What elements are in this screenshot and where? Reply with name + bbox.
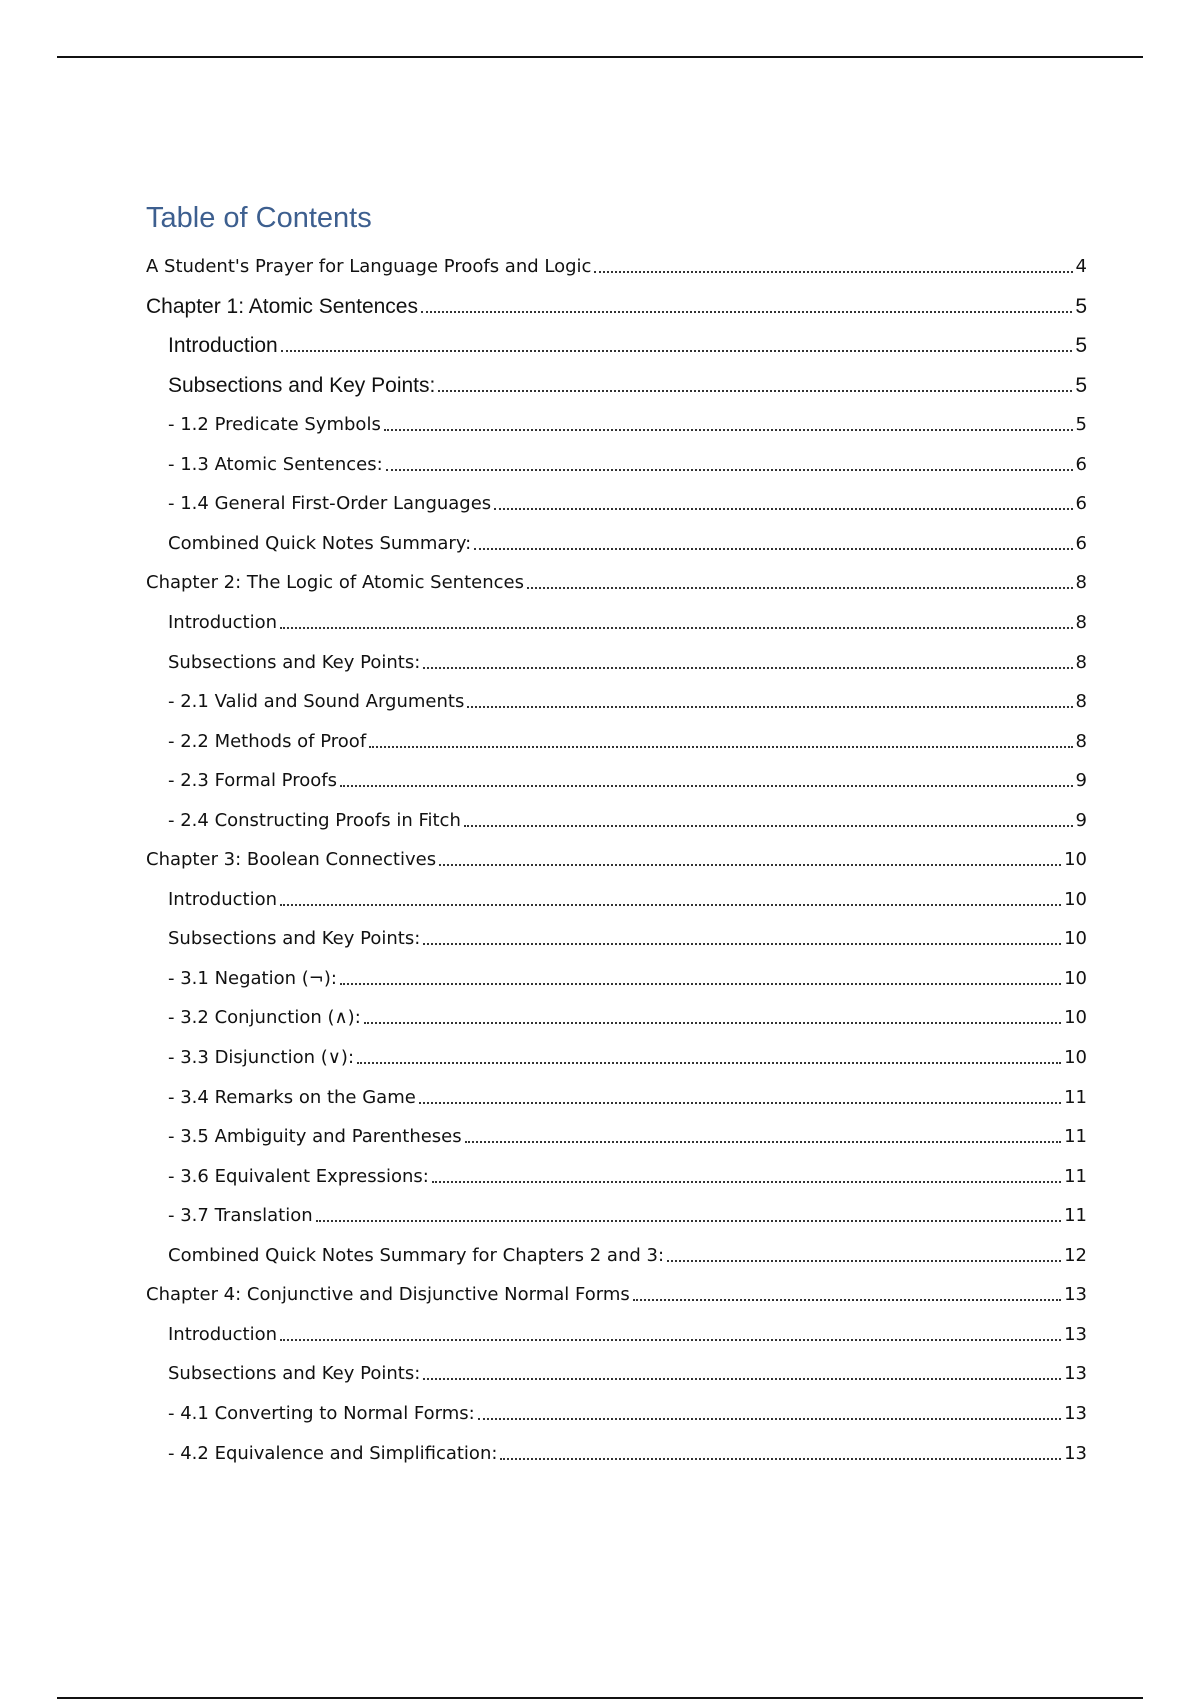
toc-entry[interactable] — [146, 1276, 1087, 1306]
toc-entry[interactable] — [146, 1079, 1087, 1109]
toc-entry-label: - 1.4 General First-Order Languages — [168, 493, 492, 515]
toc-page-number: 13 — [1064, 1442, 1087, 1464]
toc-entry-label: - 1.2 Predicate Symbols — [168, 414, 381, 436]
toc-page-number: 6 — [1075, 532, 1087, 554]
toc-entry-label: - 3.3 Disjunction (∨): — [168, 1047, 355, 1068]
toc-dot-leader — [467, 706, 1072, 708]
toc-entry[interactable] — [146, 1118, 1087, 1148]
toc-dot-leader — [419, 1102, 1061, 1104]
toc-entry-label: - 3.7 Translation — [168, 1205, 313, 1227]
toc-entry[interactable] — [146, 802, 1087, 832]
toc-page-number: 11 — [1064, 1086, 1087, 1108]
toc-dot-leader — [421, 311, 1072, 313]
toc-page-number: 11 — [1064, 1126, 1087, 1148]
toc-dot-leader — [281, 350, 1073, 352]
toc-dot-leader — [494, 508, 1072, 510]
toc-entry-label: - 3.5 Ambiguity and Parentheses — [168, 1126, 462, 1148]
toc-entry[interactable] — [146, 604, 1087, 634]
toc-page-number: 12 — [1064, 1244, 1087, 1266]
toc-page-number: 9 — [1075, 770, 1087, 792]
toc-dot-leader — [386, 469, 1073, 471]
toc-dot-leader — [594, 271, 1072, 273]
toc-page-number: 5 — [1075, 414, 1087, 436]
toc-entry[interactable] — [146, 485, 1087, 515]
toc-entry-label: - 2.2 Methods of Proof — [168, 730, 367, 752]
toc-entry-label: - 1.3 Atomic Sentences: — [168, 453, 383, 475]
toc-dot-leader — [527, 587, 1073, 589]
toc-entry[interactable] — [146, 367, 1087, 397]
toc-entry-label: - 4.2 Equivalence and Simplification: — [168, 1442, 498, 1464]
toc-entry[interactable] — [146, 564, 1087, 594]
toc-entry-label: - 2.1 Valid and Sound Arguments — [168, 691, 465, 713]
toc-entry[interactable] — [146, 248, 1087, 278]
toc-entry-label: - 3.1 Negation (¬): — [168, 967, 337, 989]
toc-page-number: 8 — [1075, 572, 1087, 594]
toc-entry[interactable] — [146, 327, 1087, 357]
toc-page-number: 10 — [1064, 928, 1087, 950]
toc-page-number: 10 — [1064, 1047, 1087, 1068]
toc-entry[interactable] — [146, 406, 1087, 436]
toc-entry[interactable] — [146, 1395, 1087, 1425]
toc-entry[interactable] — [146, 841, 1087, 871]
toc-dot-leader — [423, 1378, 1061, 1380]
toc-dot-leader — [633, 1299, 1061, 1301]
toc-page-number: 10 — [1064, 849, 1087, 871]
header-rule — [57, 56, 1143, 58]
toc-entry[interactable] — [146, 683, 1087, 713]
toc-page-number: 11 — [1064, 1165, 1087, 1187]
toc-entry[interactable] — [146, 1237, 1087, 1267]
toc-dot-leader — [464, 825, 1073, 827]
toc-entry-label: Chapter 1: Atomic Sentences — [146, 294, 418, 318]
toc-entry-label: Subsections and Key Points: — [168, 928, 421, 950]
toc-entry-label: Introduction — [168, 611, 278, 633]
toc-dot-leader — [280, 1339, 1061, 1341]
toc-page-number: 11 — [1064, 1205, 1087, 1227]
toc-dot-leader — [384, 429, 1073, 431]
toc-page-number: 6 — [1075, 453, 1087, 475]
toc-page-number: 5 — [1075, 294, 1087, 318]
toc-entry[interactable] — [146, 525, 1087, 555]
toc-page-number: 13 — [1064, 1402, 1087, 1424]
toc-entry-label: - 4.1 Converting to Normal Forms: — [168, 1402, 475, 1424]
toc-entry[interactable] — [146, 920, 1087, 950]
toc-page-number: 8 — [1075, 651, 1087, 673]
toc-entry[interactable] — [146, 1158, 1087, 1188]
toc-page-number: 13 — [1064, 1284, 1087, 1306]
toc-dot-leader — [465, 1141, 1061, 1143]
toc-dot-leader — [667, 1260, 1061, 1262]
toc-page-number: 5 — [1075, 334, 1087, 358]
toc-entry[interactable] — [146, 446, 1087, 476]
toc-page-number: 10 — [1064, 967, 1087, 989]
toc-entry-label: Chapter 3: Boolean Connectives — [146, 849, 437, 871]
toc-dot-leader — [340, 785, 1073, 787]
toc-dot-leader — [423, 943, 1061, 945]
toc-dot-leader — [364, 1022, 1061, 1024]
toc-entry-label: A Student's Prayer for Language Proofs and Logic — [146, 256, 592, 277]
toc-dot-leader — [369, 746, 1072, 748]
toc-entry-label: Introduction — [168, 888, 278, 910]
toc-entry-label: - 3.6 Equivalent Expressions: — [168, 1165, 429, 1187]
toc-dot-leader — [478, 1418, 1061, 1420]
toc-entry-label: Chapter 4: Conjunctive and Disjunctive Normal Forms — [146, 1284, 630, 1306]
toc-entry-label: Subsections and Key Points: — [168, 1363, 421, 1385]
toc-dot-leader — [474, 548, 1072, 550]
toc-entry-label: - 2.3 Formal Proofs — [168, 770, 337, 792]
toc-page-number: 13 — [1064, 1363, 1087, 1385]
toc-page-number: 8 — [1075, 691, 1087, 713]
toc-entry[interactable] — [146, 644, 1087, 674]
toc-entry-label: - 3.4 Remarks on the Game — [168, 1086, 416, 1108]
toc-entry[interactable] — [146, 1435, 1087, 1465]
toc-dot-leader — [280, 904, 1061, 906]
toc-page-number: 5 — [1075, 373, 1087, 397]
toc-entry-label: Chapter 2: The Logic of Atomic Sentences — [146, 572, 524, 594]
toc-entry[interactable] — [146, 1197, 1087, 1227]
toc-page-number: 10 — [1064, 888, 1087, 910]
toc-entry[interactable] — [146, 999, 1087, 1029]
toc-dot-leader — [280, 627, 1073, 629]
toc-title: Table of Contents — [146, 202, 372, 234]
toc-entry-label: Subsections and Key Points: — [168, 373, 436, 397]
toc-page-number: 8 — [1075, 730, 1087, 752]
toc-entry[interactable] — [146, 723, 1087, 753]
toc-entry[interactable] — [146, 762, 1087, 792]
toc-dot-leader — [500, 1458, 1061, 1460]
toc-page-number: 13 — [1064, 1323, 1087, 1345]
toc-dot-leader — [357, 1062, 1061, 1064]
toc-page-number: 4 — [1075, 256, 1087, 277]
toc-dot-leader — [340, 983, 1061, 985]
toc-entry[interactable] — [146, 1039, 1087, 1069]
toc-entry[interactable] — [146, 1316, 1087, 1346]
toc-entry-label: - 2.4 Constructing Proofs in Fitch — [168, 809, 461, 831]
toc-dot-leader — [438, 390, 1072, 392]
toc-page-number: 6 — [1075, 493, 1087, 515]
toc-entry-label: - 3.2 Conjunction (∧): — [168, 1007, 361, 1029]
toc-entry-label: Combined Quick Notes Summary: — [168, 532, 472, 554]
toc-dot-leader — [316, 1220, 1061, 1222]
toc-entry-label: Introduction — [168, 334, 278, 358]
toc-dot-leader — [439, 864, 1061, 866]
toc-page-number: 9 — [1075, 809, 1087, 831]
toc-entry[interactable] — [146, 1355, 1087, 1385]
toc-page-number: 10 — [1064, 1007, 1087, 1029]
toc-entry[interactable] — [146, 881, 1087, 911]
toc-entry[interactable] — [146, 960, 1087, 990]
footer-rule — [57, 1697, 1143, 1699]
toc-page-number: 8 — [1075, 611, 1087, 633]
toc-entry-label: Introduction — [168, 1323, 278, 1345]
toc-entry-label: Combined Quick Notes Summary for Chapters 2 and 3: — [168, 1244, 665, 1266]
toc-entry-label: Subsections and Key Points: — [168, 651, 421, 673]
toc-dot-leader — [423, 667, 1072, 669]
table-of-contents — [146, 198, 1087, 1464]
toc-entry[interactable] — [146, 288, 1087, 318]
toc-dot-leader — [432, 1181, 1061, 1183]
